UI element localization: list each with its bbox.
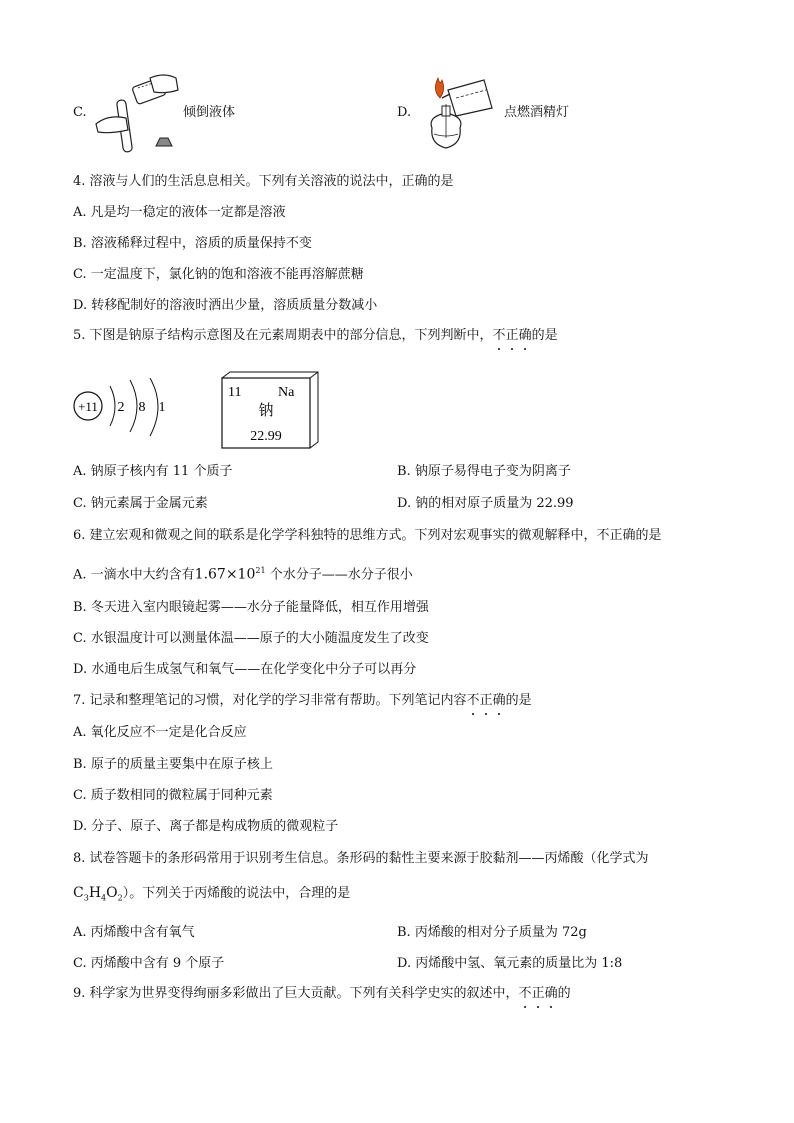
option-d-text: 点燃酒精灯 bbox=[504, 105, 570, 120]
q7-stem-post: 的是 bbox=[505, 693, 532, 708]
q6-option-b: B. 冬天进入室内眼镜起雾——水分子能量降低，相互作用增强 bbox=[73, 600, 429, 615]
formula-c-sub: 3 bbox=[83, 893, 89, 903]
emphasis-char: 正 bbox=[531, 986, 545, 1001]
q8-option-a: A. 丙烯酸中含有氧气 bbox=[73, 925, 195, 940]
formula-h: H bbox=[88, 885, 102, 901]
q5-option-c: C. 钠元素属于金属元素 bbox=[73, 496, 208, 511]
element-name: 钠 bbox=[258, 401, 274, 419]
q6-a-coef: 1.67×10 bbox=[194, 566, 256, 583]
q5-option-d: D. 钠的相对原子质量为 22.99 bbox=[397, 496, 574, 511]
emphasis-char: 确 bbox=[544, 986, 558, 1001]
q7-stem bbox=[73, 692, 532, 710]
q8-option-b: B. 丙烯酸的相对分子质量为 72g bbox=[397, 925, 587, 940]
periodic-table-cell bbox=[220, 370, 320, 452]
q4-option-b: B. 溶液稀释过程中，溶质的质量保持不变 bbox=[73, 236, 312, 251]
atomic-number: 11 bbox=[228, 385, 242, 400]
shell-electrons-2: 8 bbox=[138, 400, 146, 415]
q6-stem: 6. 建立宏观和微观之间的联系是化学学科独特的思维方式。下列对宏观事实的微观解释中，不正确的是 bbox=[73, 528, 662, 543]
q8-option-c: C. 丙烯酸中含有 9 个原子 bbox=[73, 956, 225, 971]
pouring-liquid-illustration bbox=[92, 70, 182, 160]
option-c-text: 倾倒液体 bbox=[183, 105, 236, 120]
q7-option-d: D. 分子、原子、离子都是构成物质的微观粒子 bbox=[73, 819, 339, 834]
q5-option-a: A. 钠原子核内有 11 个质子 bbox=[73, 464, 233, 479]
q5-stem bbox=[73, 327, 558, 345]
q9-stem-pre: 9. 科学家为世界变得绚丽多彩做出了巨大贡献。下列有关科学史实的叙述中， bbox=[73, 986, 519, 1001]
electron-shell-3 bbox=[150, 378, 158, 436]
q4-option-a: A. 凡是均一稳定的液体一定都是溶液 bbox=[73, 205, 286, 220]
q9-stem-post: 的 bbox=[557, 986, 571, 1001]
electron-shell-2 bbox=[130, 380, 137, 432]
q5-stem-pre: 5. 下图是钠原子结构示意图及在元素周期表中的部分信息，下列判断中， bbox=[73, 328, 493, 343]
q4-option-d: D. 转移配制好的溶液时洒出少量，溶质质量分数减小 bbox=[73, 298, 378, 313]
nucleus-charge: +11 bbox=[78, 399, 98, 414]
emphasis-char: 确 bbox=[492, 693, 506, 708]
q6-option-d: D. 水通电后生成氢气和氧气——在化学变化中分子可以再分 bbox=[73, 662, 417, 677]
atomic-mass: 22.99 bbox=[250, 429, 282, 444]
shell-electrons-1: 2 bbox=[117, 400, 125, 415]
formula-h-sub: 4 bbox=[101, 893, 107, 903]
q5-option-b: B. 钠原子易得电子变为阴离子 bbox=[397, 464, 571, 479]
q6-option-c: C. 水银温度计可以测量体温——原子的大小随温度发生了改变 bbox=[73, 631, 429, 646]
emphasis-char: 正 bbox=[505, 328, 519, 343]
emphasis-char: 正 bbox=[479, 693, 493, 708]
q7-option-b: B. 原子的质量主要集中在原子核上 bbox=[73, 757, 273, 772]
q8-stem-line2-post: ）。下列关于丙烯酸的说法中，合理的是 bbox=[122, 886, 351, 901]
emphasis-char: 不 bbox=[518, 986, 532, 1001]
emphasis-char: 确 bbox=[518, 328, 532, 343]
q5-stem-post: 的是 bbox=[531, 328, 558, 343]
formula-o-sub: 2 bbox=[117, 893, 123, 903]
q6-a-post: 个水分子——水分子很小 bbox=[269, 567, 413, 583]
q4-option-c: C. 一定温度下，氯化钠的饱和溶液不能再溶解蔗糖 bbox=[73, 267, 364, 282]
q6-a-pre: A. 一滴水中大约含有 bbox=[73, 567, 195, 583]
emphasis-char: 不 bbox=[492, 328, 506, 343]
q6-option-a bbox=[73, 562, 413, 584]
formula-o: O bbox=[106, 885, 118, 901]
q8-stem-line1: 8. 试卷答题卡的条形码常用于识别考生信息。条形码的黏性主要来源于胶黏剂——丙烯酸（化学式为 bbox=[73, 851, 649, 866]
lighting-alcohol-lamp-illustration bbox=[412, 68, 502, 158]
q6-a-exp: 21 bbox=[255, 566, 266, 575]
q7-option-a: A. 氧化反应不一定是化合反应 bbox=[73, 725, 247, 740]
q7-stem-pre: 7. 记录和整理笔记的习惯，对化学的学习非常有帮助。下列笔记内容 bbox=[73, 693, 467, 708]
q8-option-d: D. 丙烯酸中氢、氧元素的质量比为 1:8 bbox=[397, 956, 623, 971]
element-symbol: Na bbox=[278, 385, 295, 400]
q7-option-c: C. 质子数相同的微粒属于同种元素 bbox=[73, 788, 273, 803]
formula-c: C bbox=[73, 885, 84, 901]
q8-stem-line2 bbox=[73, 884, 350, 908]
q9-stem bbox=[73, 985, 571, 1003]
emphasis-char: 不 bbox=[466, 693, 480, 708]
q4-stem: 4. 溶液与人们的生活息息相关。下列有关溶液的说法中，正确的是 bbox=[73, 174, 454, 189]
shell-electrons-3: 1 bbox=[158, 400, 166, 415]
sodium-atom-structure-diagram bbox=[70, 378, 180, 438]
option-c-label: C. bbox=[73, 105, 87, 120]
electron-shell-1 bbox=[110, 386, 115, 426]
option-d-label: D. bbox=[397, 105, 412, 120]
